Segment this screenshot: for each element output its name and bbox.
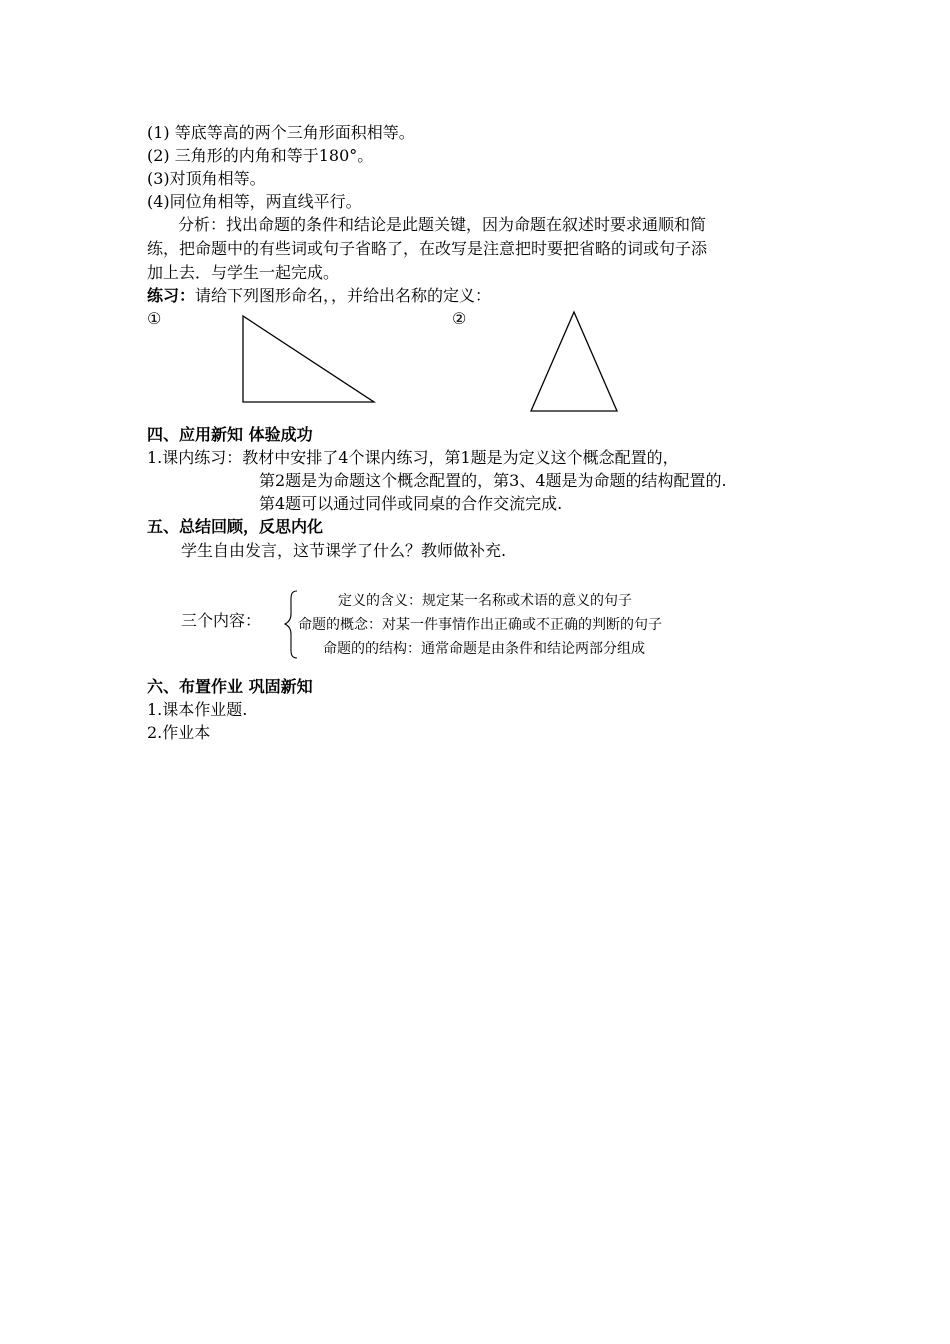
three-contents-label: 三个内容： bbox=[181, 611, 262, 630]
point-proposition-concept: 命题的概念：对某一件事情作出正确或不正确的判断的句子 bbox=[298, 617, 662, 633]
section-4-heading: 四、应用新知 体验成功 bbox=[147, 425, 313, 444]
item-2: (2) 三角形的内角和等于180°。 bbox=[147, 146, 374, 165]
homework-line-2: 2.作业本 bbox=[147, 723, 211, 742]
section-4-line-3: 第4题可以通过同伴或同桌的合作交流完成. bbox=[259, 494, 563, 513]
section-4-line-1: 1.课内练习：教材中安排了4个课内练习，第1题是为定义这个概念配置的， bbox=[147, 448, 679, 467]
point-definition: 定义的含义：规定某一名称或术语的意义的句子 bbox=[338, 593, 632, 609]
item-4: (4)同位角相等，两直线平行。 bbox=[147, 192, 362, 211]
point-proposition-structure: 命题的的结构：通常命题是由条件和结论两部分组成 bbox=[323, 641, 645, 657]
analysis-line-3: 加上去．与学生一起完成。 bbox=[147, 263, 340, 282]
practice-text: 请给下列图形命名，，并给出名称的定义： bbox=[195, 286, 492, 305]
figure-1-label: ① bbox=[147, 309, 162, 328]
section-5-heading: 五、总结回顾，反思内化 bbox=[147, 517, 324, 536]
section-5-line: 学生自由发言，这节课学了什么？教师做补充. bbox=[181, 541, 507, 560]
analysis-line-2: 练，把命题中的有些词或句子省略了，在改写是注意把时要把省略的词或句子添 bbox=[147, 239, 708, 258]
section-4-line-2: 第2题是为命题这个概念配置的，第3、4题是为命题的结构配置的. bbox=[259, 471, 727, 490]
practice-label: 练习： bbox=[147, 286, 196, 305]
analysis-line-1: 分析：找出命题的条件和结论是此题关键，因为命题在叙述时要求通顺和简 bbox=[178, 215, 707, 234]
homework-line-1: 1.课本作业题. bbox=[147, 700, 248, 719]
figure-2-label: ② bbox=[452, 309, 467, 328]
section-6-heading: 六、布置作业 巩固新知 bbox=[147, 677, 313, 696]
item-1: (1) 等底等高的两个三角形面积相等。 bbox=[147, 123, 415, 142]
item-3: (3)对顶角相等。 bbox=[147, 169, 266, 188]
